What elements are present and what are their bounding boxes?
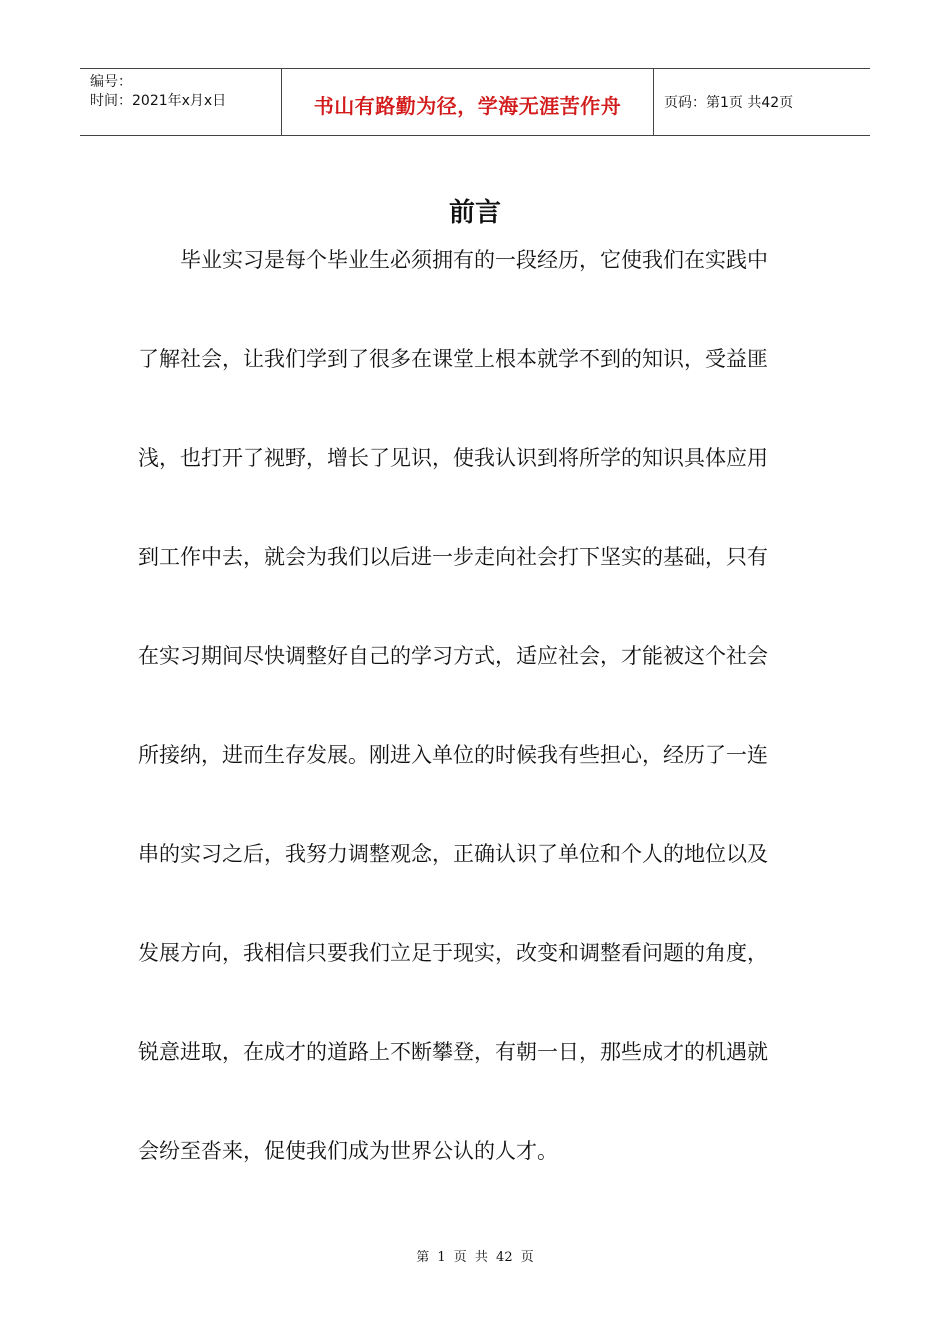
header-page-cell: [654, 69, 870, 135]
text-line: 毕业实习是每个毕业生必须拥有的一段经历，它使我们在实践中: [180, 248, 768, 272]
text-line: 锐意进取，在成才的道路上不断攀登，有朝一日，那些成才的机遇就: [138, 1040, 768, 1064]
header-motto-cell: [282, 69, 654, 135]
text-line: 在实习期间尽快调整好自己的学习方式，适应社会，才能被这个社会: [138, 644, 768, 668]
header-page-info: 页码：第1页 共42页: [664, 95, 794, 111]
text-line: 所接纳，进而生存发展。刚进入单位的时候我有些担心，经历了一连: [138, 743, 768, 767]
document-header: [80, 68, 870, 136]
number-label: 编号：: [90, 74, 132, 90]
page-footer: 第 1 页 共 42 页: [416, 1250, 534, 1265]
text-line: 会纷至沓来，促使我们成为世界公认的人才。: [138, 1139, 558, 1163]
date-label: 时间：2021年x月x日: [90, 93, 227, 109]
motto-text: 书山有路勤为径，学海无涯苦作舟: [313, 93, 622, 118]
header-meta-cell: [80, 69, 282, 135]
text-line: 了解社会，让我们学到了很多在课堂上根本就学不到的知识，受益匪: [138, 347, 768, 371]
page-title: 前言: [448, 198, 501, 228]
body-paragraph: [138, 240, 818, 1230]
text-line: 发展方向，我相信只要我们立足于现实，改变和调整看问题的角度，: [138, 941, 768, 965]
text-line: 串的实习之后，我努力调整观念，正确认识了单位和个人的地位以及: [138, 842, 768, 866]
text-line: 到工作中去，就会为我们以后进一步走向社会打下坚实的基础，只有: [138, 545, 768, 569]
text-line: 浅，也打开了视野，增长了见识，使我认识到将所学的知识具体应用: [138, 446, 768, 470]
